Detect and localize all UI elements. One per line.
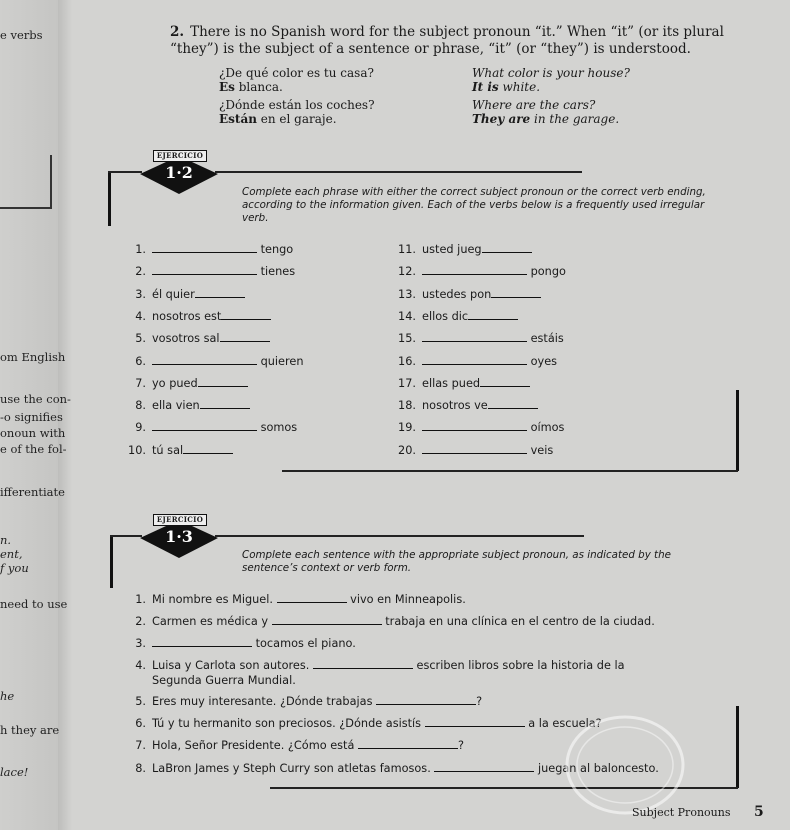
item-number: 18.: [398, 399, 416, 413]
item-text: vivo en Minneapolis.: [346, 593, 466, 606]
item-number: 9.: [135, 421, 146, 435]
example-es-question: ¿De qué color es tu casa?: [219, 66, 374, 80]
item-number: 14.: [398, 309, 416, 323]
exercise-item: [128, 354, 304, 368]
exercise-item: [128, 331, 270, 345]
item-number: 12.: [398, 265, 416, 279]
exercise-item: [128, 242, 293, 256]
answer-blank[interactable]: [422, 420, 527, 431]
item-number: 5.: [135, 695, 146, 708]
item-number: 6.: [135, 354, 146, 368]
example-en-answer: They are in the garage.: [472, 112, 620, 126]
item-text: LaBron James y Steph Curry son atletas famosos.: [152, 762, 435, 775]
item-text: nosotros ve: [422, 399, 488, 413]
facing-page-fragment: f you: [0, 561, 29, 575]
item-number: 19.: [398, 421, 416, 435]
answer-blank[interactable]: [422, 264, 527, 275]
exercise-item: [398, 287, 541, 301]
answer-blank[interactable]: [152, 264, 257, 275]
bracket-right: [736, 706, 739, 788]
item-number: 6.: [135, 717, 146, 730]
item-number: 3.: [135, 287, 146, 301]
exercise-item: [128, 592, 466, 606]
exercise-item: [128, 443, 233, 457]
item-number: 7.: [135, 376, 146, 390]
item-number: 17.: [398, 376, 416, 390]
item-text: ?: [458, 739, 464, 752]
example-es-question: ¿Dónde están los coches?: [219, 98, 375, 112]
divider: [215, 535, 584, 537]
exercise-item: [128, 614, 655, 628]
exercise-item: [398, 420, 564, 434]
answer-blank[interactable]: [200, 398, 250, 409]
item-text: Mi nombre es Miguel.: [152, 593, 277, 606]
intro-note: [170, 24, 750, 58]
item-text: Luisa y Carlota son autores.: [152, 659, 313, 672]
item-text: ellas pued: [422, 376, 481, 390]
item-number: 8.: [135, 399, 146, 413]
item-text: tienes: [257, 265, 296, 279]
exercise-instructions: Complete each phrase with either the correct subject pronoun or the correct verb ending, according to the information given. Each of the verbs below is a frequently used irregular verb.: [242, 186, 706, 224]
example-es-answer: Están en el garaje.: [219, 112, 337, 126]
item-number: 20.: [398, 443, 416, 457]
facing-page-fragment: e of the fol-: [0, 442, 67, 456]
item-number: 10.: [128, 443, 146, 457]
answer-blank[interactable]: [488, 398, 538, 409]
facing-page-fragment: use the con-: [0, 392, 71, 406]
item-text: somos: [257, 421, 298, 435]
answer-blank[interactable]: [272, 614, 382, 625]
facing-page-fragment: lace!: [0, 765, 29, 779]
badge-label: EJERCICIO: [153, 514, 207, 526]
answer-blank[interactable]: [425, 716, 525, 727]
item-text: Eres muy interesante. ¿Dónde trabajas: [152, 695, 377, 708]
item-text: Hola, Señor Presidente. ¿Cómo está: [152, 739, 358, 752]
item-text: a la escuela?: [524, 717, 602, 730]
exercise-item: [398, 398, 538, 412]
exercise-badge-1-3: [140, 514, 220, 558]
facing-page-fragment: need to use: [0, 597, 68, 611]
item-text: ustedes pon: [422, 287, 492, 301]
item-number: 13.: [398, 287, 416, 301]
facing-page-fragment: -o signifies: [0, 410, 63, 424]
answer-blank[interactable]: [313, 658, 413, 669]
item-number: 16.: [398, 354, 416, 368]
exercise-item: [398, 309, 518, 323]
facing-page-fragment: onoun with: [0, 426, 66, 440]
item-text: ellos dic: [422, 309, 469, 323]
answer-blank[interactable]: [152, 636, 252, 647]
item-number: 11.: [398, 243, 416, 256]
item-text: Tú y tu hermanito son preciosos. ¿Dónde asistís: [152, 717, 425, 730]
answer-blank[interactable]: [152, 242, 257, 253]
divider: [215, 171, 582, 173]
bracket-left: [108, 171, 111, 226]
exercise-item: [398, 331, 564, 345]
item-text: escriben libros sobre la historia de la: [412, 659, 625, 672]
answer-blank[interactable]: [422, 331, 527, 342]
exercise-item: [128, 658, 625, 687]
exercise-badge-1-2: [140, 150, 220, 194]
badge-label: EJERCICIO: [153, 150, 207, 162]
running-footer: Subject Pronouns: [632, 806, 731, 819]
answer-blank[interactable]: [183, 443, 233, 454]
item-number: 3.: [135, 637, 146, 650]
answer-blank[interactable]: [195, 287, 245, 298]
page-number: 5: [754, 804, 764, 820]
item-text: trabaja en una clínica en el centro de la ciudad.: [381, 615, 655, 628]
answer-blank[interactable]: [482, 242, 532, 253]
intro-text: There is no Spanish word for the subject pronoun “it.” When “it” (or its plural “they”) is the subject of a sentence or phrase, “it” (or “they”) is understood.: [170, 24, 724, 57]
answer-blank[interactable]: [422, 354, 527, 365]
facing-page-fragment: om English: [0, 350, 66, 364]
item-number: 2.: [135, 615, 146, 628]
item-text: ella vien: [152, 399, 200, 413]
facing-page-box: [0, 155, 52, 209]
item-number: 4.: [135, 309, 146, 323]
answer-blank[interactable]: [422, 443, 527, 454]
intro-number: 2.: [170, 24, 185, 40]
answer-blank[interactable]: [198, 376, 248, 387]
answer-blank[interactable]: [468, 309, 518, 320]
item-text: Segunda Guerra Mundial.: [152, 674, 296, 687]
item-number: 8.: [135, 762, 146, 775]
item-text: él quier: [152, 287, 195, 301]
item-text: yo pued: [152, 376, 198, 390]
answer-blank[interactable]: [434, 761, 534, 772]
item-number: 15.: [398, 332, 416, 346]
badge-number: 1·2: [165, 163, 193, 182]
bracket-right: [736, 390, 739, 471]
exercise-item: [398, 242, 532, 256]
item-number: 2.: [135, 265, 146, 279]
item-text: quieren: [257, 354, 304, 368]
bracket-bottom: [282, 470, 738, 472]
exercise-item: [128, 287, 245, 301]
exercise-item: [128, 694, 482, 708]
answer-blank[interactable]: [491, 287, 541, 298]
item-text: estáis: [527, 332, 564, 346]
item-text: tengo: [257, 243, 294, 256]
item-text: pongo: [527, 265, 566, 279]
answer-blank[interactable]: [152, 354, 257, 365]
item-text: oímos: [527, 421, 565, 435]
item-text: ?: [476, 695, 483, 708]
item-number: 1.: [135, 593, 146, 606]
item-text: juegan al baloncesto.: [534, 762, 659, 775]
answer-blank[interactable]: [480, 376, 530, 387]
facing-page-fragment: he: [0, 689, 15, 703]
item-text: veis: [527, 443, 554, 457]
item-text: vosotros sal: [152, 332, 220, 346]
exercise-item: [128, 376, 248, 390]
example-es-answer: Es blanca.: [219, 80, 283, 94]
item-text: tú sal: [152, 443, 184, 457]
item-number: 7.: [135, 739, 146, 752]
item-number: 1.: [135, 243, 146, 256]
item-text: nosotros est: [152, 309, 222, 323]
facing-page-fragment: n.: [0, 533, 12, 547]
badge-number: 1·3: [165, 527, 193, 546]
example-en-question: Where are the cars?: [472, 98, 596, 112]
item-text: tocamos el piano.: [252, 637, 356, 650]
answer-blank[interactable]: [152, 420, 257, 431]
exercise-item: [128, 420, 297, 434]
answer-blank[interactable]: [277, 592, 347, 603]
item-number: 5.: [135, 332, 146, 346]
bracket-left: [110, 535, 113, 588]
bracket-top: [110, 535, 142, 537]
facing-page-fragment: e verbs: [0, 28, 43, 42]
exercise-item: [398, 443, 553, 457]
exercise-item: [128, 738, 464, 752]
exercise-item: [128, 636, 356, 650]
bracket-top: [108, 171, 142, 173]
item-text: Carmen es médica y: [152, 615, 272, 628]
exercise-item: [398, 264, 566, 278]
example-en-answer: It is white.: [472, 80, 541, 94]
exercise-item: [128, 398, 250, 412]
facing-page-fragment: ent,: [0, 547, 23, 561]
facing-page-fragment: h they are: [0, 723, 60, 737]
exercise-item: [398, 354, 557, 368]
exercise-item: [128, 309, 271, 323]
item-number: 4.: [135, 659, 146, 672]
exercise-item: [128, 716, 602, 730]
item-text: usted jueg: [422, 243, 482, 256]
answer-blank[interactable]: [221, 309, 271, 320]
facing-page-fragment: ifferentiate: [0, 485, 65, 499]
example-en-question: What color is your house?: [472, 66, 630, 80]
exercise-item: [398, 376, 530, 390]
exercise-item: [128, 264, 295, 278]
answer-blank[interactable]: [376, 694, 476, 705]
item-text: oyes: [527, 354, 558, 368]
exercise-instructions: Complete each sentence with the appropriate subject pronoun, as indicated by the sentence’s context or verb form.: [242, 549, 671, 574]
answer-blank[interactable]: [358, 738, 458, 749]
answer-blank[interactable]: [220, 331, 270, 342]
